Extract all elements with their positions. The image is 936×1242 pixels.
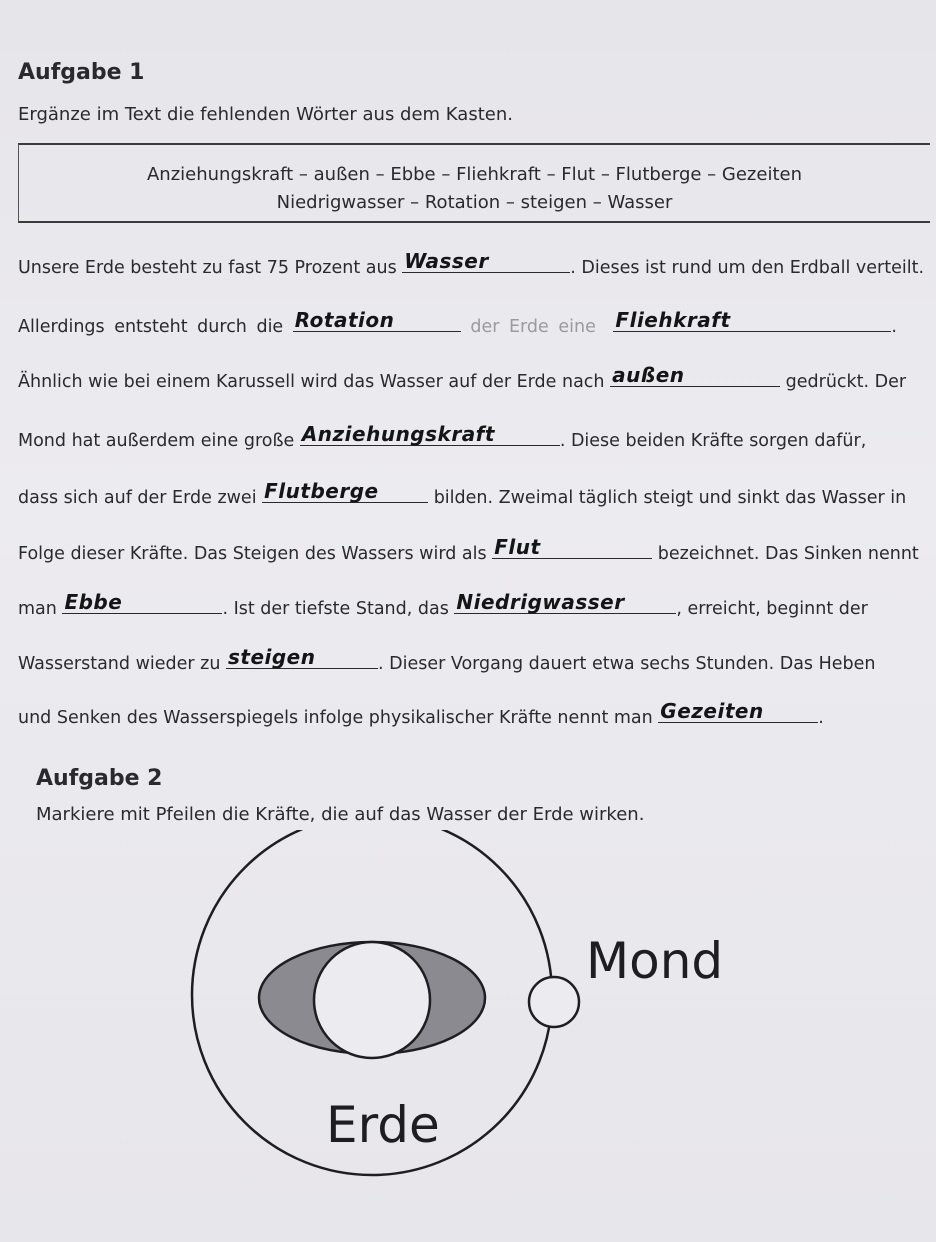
text-line-6 — [18, 535, 933, 564]
word-box-line-2: Niedrigwasser – Rotation – steigen – Wasser — [276, 192, 673, 213]
text-segment: . Ist der tiefste Stand, das — [222, 599, 455, 619]
handwritten-answer: Flutberge — [264, 479, 379, 503]
task2-title: Aufgabe 2 — [36, 766, 163, 791]
text-line-8 — [18, 645, 933, 674]
text-segment: dass sich auf der Erde zwei — [18, 488, 263, 508]
answer-blank[interactable] — [492, 535, 652, 559]
task1-title: Aufgabe 1 — [18, 60, 145, 85]
moon-label: Mond — [586, 932, 724, 990]
text-segment: und Senken des Wasserspiegels infolge physikalischer Kräfte nennt man — [18, 708, 659, 728]
handwritten-answer: Flut — [494, 535, 541, 559]
earth-label: Erde — [326, 1096, 440, 1154]
text-line-7 — [18, 590, 933, 619]
text-segment: Allerdings entsteht durch die — [18, 317, 293, 337]
handwritten-answer: Niedrigwasser — [456, 590, 625, 614]
text-segment: Folge dieser Kräfte. Das Steigen des Wassers wird als — [18, 544, 493, 564]
answer-blank[interactable] — [610, 363, 780, 387]
text-segment: bezeichnet. Das Sinken nennt — [652, 544, 919, 564]
earth-moon-diagram — [0, 830, 936, 1242]
text-segment: Mond hat außerdem eine große — [18, 431, 300, 451]
text-line-9 — [18, 699, 933, 728]
text-line-3 — [18, 363, 933, 392]
answer-blank[interactable] — [613, 308, 891, 332]
text-line-5 — [18, 479, 933, 508]
text-segment: , erreicht, beginnt der — [676, 599, 868, 619]
handwritten-answer: Fliehkraft — [615, 308, 731, 332]
text-segment: Unsere Erde besteht zu fast 75 Prozent aus — [18, 258, 403, 278]
text-line-4 — [18, 422, 933, 451]
text-segment: der Erde eine — [460, 317, 606, 337]
handwritten-answer: außen — [612, 363, 685, 387]
answer-blank[interactable] — [226, 645, 378, 669]
task2-instruction: Markiere mit Pfeilen die Kräfte, die auf das Wasser der Erde wirken. — [36, 804, 645, 825]
handwritten-answer: steigen — [227, 645, 316, 669]
text-segment: Ähnlich wie bei einem Karussell wird das Wasser auf der Erde nach — [18, 372, 611, 392]
text-segment: bilden. Zweimal täglich steigt und sinkt das Wasser in — [428, 488, 907, 508]
handwritten-answer: Ebbe — [64, 590, 123, 614]
handwritten-answer: Wasser — [404, 249, 489, 273]
text-segment: . Dieses ist rund um den Erdball verteilt. — [570, 258, 925, 278]
text-segment: . Dieser Vorgang dauert etwa sechs Stunden. Das Heben — [377, 654, 876, 674]
text-segment: . — [891, 317, 897, 337]
answer-blank[interactable] — [402, 249, 570, 273]
text-segment: . Diese beiden Kräfte sorgen dafür, — [559, 431, 867, 451]
word-box-line-1: Anziehungskraft – außen – Ebbe – Fliehkraft – Flut – Flutberge – Gezeiten — [146, 164, 802, 185]
word-box — [18, 143, 930, 223]
answer-blank[interactable] — [454, 590, 676, 614]
answer-blank[interactable] — [262, 479, 428, 503]
text-line-2 — [18, 308, 933, 337]
handwritten-answer: Rotation — [294, 308, 395, 332]
text-segment: man — [18, 599, 63, 619]
answer-blank[interactable] — [293, 308, 461, 332]
text-segment: gedrückt. Der — [780, 372, 907, 392]
text-line-1 — [18, 249, 933, 278]
handwritten-answer: Gezeiten — [660, 699, 764, 723]
answer-blank[interactable] — [300, 422, 560, 446]
text-segment: . — [818, 708, 824, 728]
moon-circle — [529, 977, 579, 1027]
task1-instruction: Ergänze im Text die fehlenden Wörter aus dem Kasten. — [18, 104, 513, 125]
handwritten-answer: Anziehungskraft — [301, 422, 495, 446]
answer-blank[interactable] — [62, 590, 222, 614]
answer-blank[interactable] — [658, 699, 818, 723]
text-segment: Wasserstand wieder zu — [18, 654, 226, 674]
earth-circle — [314, 942, 430, 1058]
